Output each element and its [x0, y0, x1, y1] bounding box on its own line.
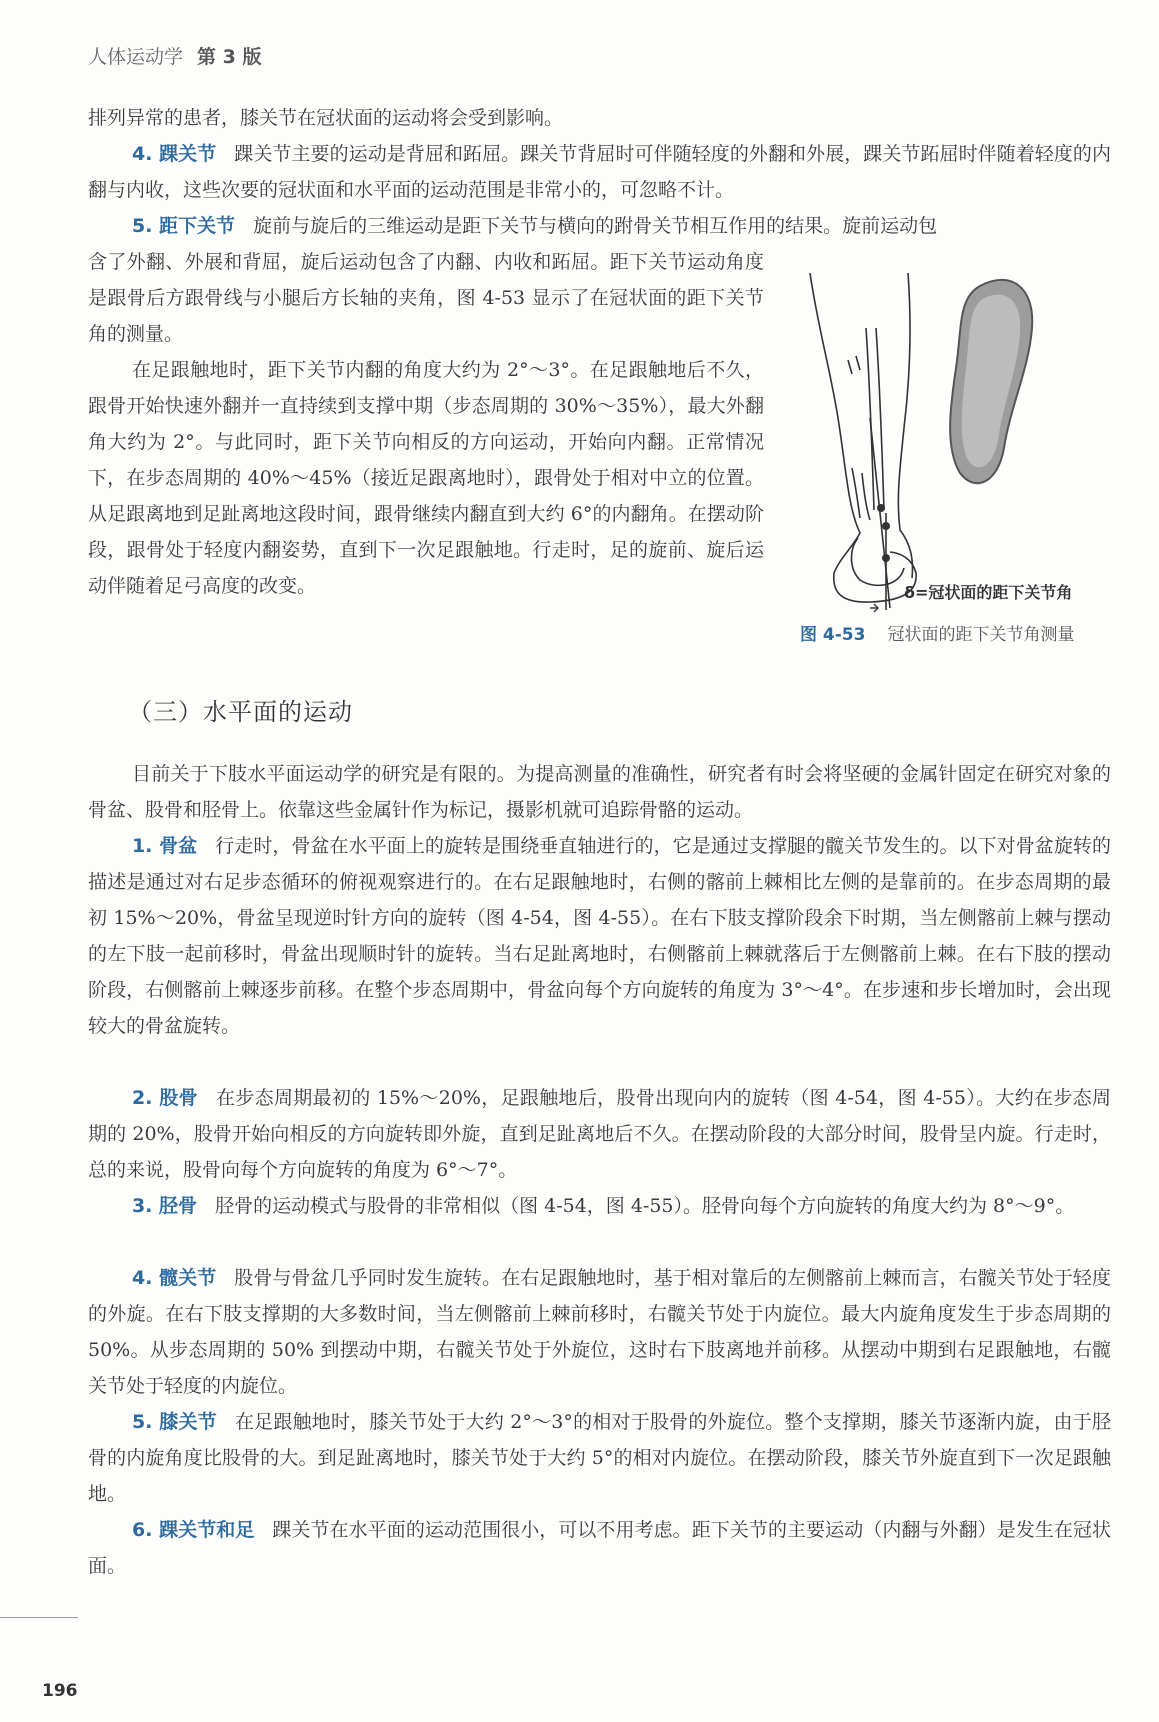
ankle-foot-label: 6. 踝关节和足	[132, 1519, 255, 1541]
footprint	[950, 280, 1032, 483]
paragraph-ankle-foot: 6. 踝关节和足 踝关节在水平面的运动范围很小，可以不用考虑。距下关节的主要运动（内翻与外翻）是发生在冠状面。	[88, 1519, 1111, 1577]
paragraph-ankle	[88, 136, 1111, 208]
pelvis-label: 1. 骨盆	[132, 835, 198, 857]
figure-caption	[800, 620, 1074, 645]
edition: 第 3 版	[197, 46, 262, 68]
section-heading: （三）水平面的运动	[128, 698, 353, 726]
paragraph-subtalar-cont	[88, 244, 764, 352]
paragraph-hip: 4. 髋关节 股骨与骨盆几乎同时发生旋转。在右足跟触地时，基于相对靠后的左侧髂前上棘而言，右髋关节处于轻度的外旋。在右下肢支撑期的大多数时间，当左侧髂前上棘前移时，右髋关节处于内旋位。最大内旋角度发生于步态周期的 50%。从步态周期的 50% 到摆动中期，右髋关节处于外旋位，这时右下肢离地并前移。从摆动中期到右足跟触地，右髋关节处于轻度的内旋位。	[88, 1267, 1111, 1397]
paragraph-subtalar-gait: 在足跟触地时，距下关节内翻的角度大约为 2°～3°。在足跟触地后不久，跟骨开始快速外翻并一直持续到支撑中期（步态周期的 30%～35%），最大外翻角大约为 2°。与此同时，距下关节向相反的方向运动，开始向内翻。正常情况下，在步态周期的 40%～45%（接近足跟离地时），跟骨处于相对中立的位置。从足跟离地到足趾离地这段时间，跟骨继续内翻直到大约 6°的内翻角。在摆动阶段，跟骨处于轻度内翻姿势，直到下一次足跟触地。行走时，足的旋前、旋后运动伴随着足弓高度的改变。	[88, 359, 764, 597]
paragraph-knee: 5. 膝关节 在足跟触地时，膝关节处于大约 2°～3°的相对于股骨的外旋位。整个支撑期，膝关节逐渐内旋，由于胫骨的内旋角度比股骨的大。到足趾离地时，膝关节处于大约 5°的相对内旋位。在摆动阶段，膝关节外旋直到下一次足跟触地。	[88, 1411, 1111, 1505]
femur-label: 2. 股骨	[132, 1087, 198, 1109]
paragraph-pelvis: 1. 骨盆 行走时，骨盆在水平面上的旋转是围绕垂直轴进行的，它是通过支撑腿的髋关节发生的。以下对骨盆旋转的描述是通过对右足步态循环的俯视观察进行的。在右足跟触地时，右侧的髂前上棘相比左侧的是靠前的。在步态周期的最初 15%～20%，骨盆呈现逆时针方向的旋转（图 4-54，图 4-55）。在右下肢支撑阶段余下时期，当左侧髂前上棘与摆动的左下肢一起前移时，骨盆出现顺时针的旋转。当右足趾离地时，右侧髂前上棘就落后于左侧髂前上棘。在右下肢的摆动阶段，右侧髂前上棘逐步前移。在整个步态周期中，骨盆向每个方向旋转的角度为 3°～4°。在步速和步长增加时，会出现较大的骨盆旋转。	[88, 835, 1111, 1037]
subtalar-text-cont: 含了外翻、外展和背屈，旋后运动包含了内翻、内收和跖屈。距下关节运动角度是跟骨后方跟骨线与小腿后方长轴的夹角，图 4-53 显示了在冠状面的距下关节角的测量。	[88, 251, 764, 345]
leg-outline-right	[898, 273, 912, 578]
tibia-label: 3. 胫骨	[132, 1195, 198, 1217]
subtalar-label: 5. 距下关节	[132, 215, 236, 237]
page-number: 196	[42, 1681, 78, 1701]
figure-number: 图 4-53	[800, 625, 866, 645]
footnote-rule	[0, 1617, 78, 1618]
paragraph-subtalar	[88, 208, 1111, 244]
paragraph-femur: 2. 股骨 在步态周期最初的 15%～20%，足跟触地后，股骨出现向内的旋转（图 4-54，图 4-55）。大约在步态周期的 20%，股骨开始向相反的方向旋转即外旋，直到足趾离地后不久。在摆动阶段的大部分时间，股骨呈内旋。行走时，总的来说，股骨向每个方向旋转的角度为 6°～7°。	[88, 1087, 1111, 1181]
leg-outline-left	[810, 273, 860, 573]
paragraph-knee-end: 排列异常的患者，膝关节在冠状面的运动将会受到影响。	[88, 107, 564, 129]
knee-label: 5. 膝关节	[132, 1411, 217, 1433]
marker-dot	[877, 504, 885, 512]
paragraph-intro: 目前关于下肢水平面运动学的研究是有限的。为提高测量的准确性，研究者有时会将坚硬的金属针固定在研究对象的骨盆、股骨和胫骨上。依靠这些金属针作为标记，摄影机就可追踪骨骼的运动。	[88, 763, 1111, 821]
ankle-label: 4. 踝关节	[132, 143, 217, 165]
paragraph-tibia: 3. 胫骨 胫骨的运动模式与股骨的非常相似（图 4-54，图 4-55）。胫骨向每个方向旋转的角度大约为 8°～9°。	[132, 1195, 1075, 1217]
leg-figure	[800, 268, 1130, 668]
book-title: 人体运动学	[88, 46, 184, 68]
ankle-text: 踝关节主要的运动是背屈和跖屈。踝关节背屈时可伴随轻度的外翻和外展，踝关节跖屈时伴随着轻度的内翻与内收，这些次要的冠状面和水平面的运动范围是非常小的，可忽略不计。	[88, 143, 1111, 201]
hip-label: 4. 髋关节	[132, 1267, 217, 1289]
figure-annotation: δ=冠状面的距下关节角	[904, 583, 1073, 602]
running-head	[88, 42, 261, 69]
subtalar-text: 旋前与旋后的三维运动是距下关节与横向的跗骨关节相互作用的结果。旋前运动包	[253, 215, 938, 237]
figure-caption-text: 冠状面的距下关节角测量	[887, 625, 1075, 645]
